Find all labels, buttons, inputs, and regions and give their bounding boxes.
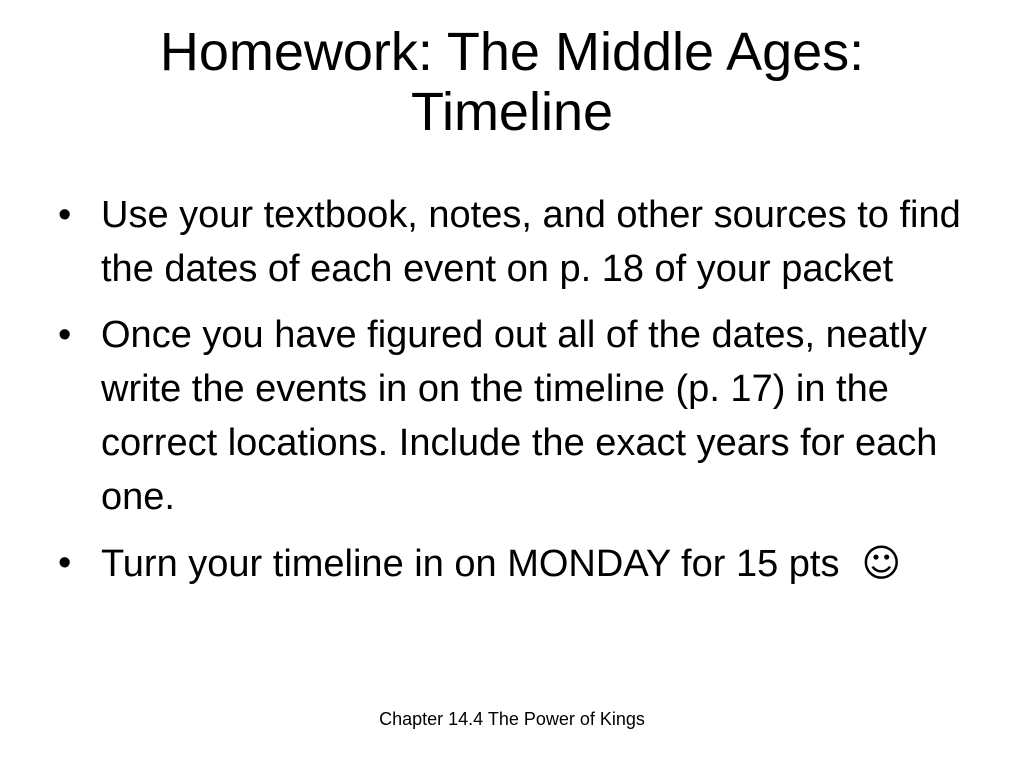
bullet-text-1: Use your textbook, notes, and other sources to find the dates of each event on p. 18 of your packet xyxy=(101,194,961,290)
bullet-item-3 xyxy=(56,536,976,591)
smiley-face-icon: ☺ xyxy=(861,541,902,585)
bullet-text-3-content: Turn your timeline in on MONDAY for 15 pts xyxy=(101,543,840,585)
bullet-marker: • xyxy=(58,194,72,236)
slide-title-line-1: Homework: The Middle Ages: xyxy=(159,22,865,82)
bullet-marker: • xyxy=(58,314,72,356)
slide-footer: Chapter 14.4 The Power of Kings xyxy=(379,709,645,729)
bullet-text-3 xyxy=(101,536,976,591)
bullet-marker: • xyxy=(58,542,72,584)
slide-title-line-2: Timeline xyxy=(410,82,614,142)
bullet-text-2: Once you have figured out all of the dates, neatly write the events in on the timeline (p. 17) in the correct locations. Include the exact years for each one. xyxy=(101,314,938,518)
bullet-item-1 xyxy=(56,188,976,296)
bullet-item-2 xyxy=(56,308,976,524)
bullet-list xyxy=(56,188,976,603)
slide-title xyxy=(40,22,984,142)
